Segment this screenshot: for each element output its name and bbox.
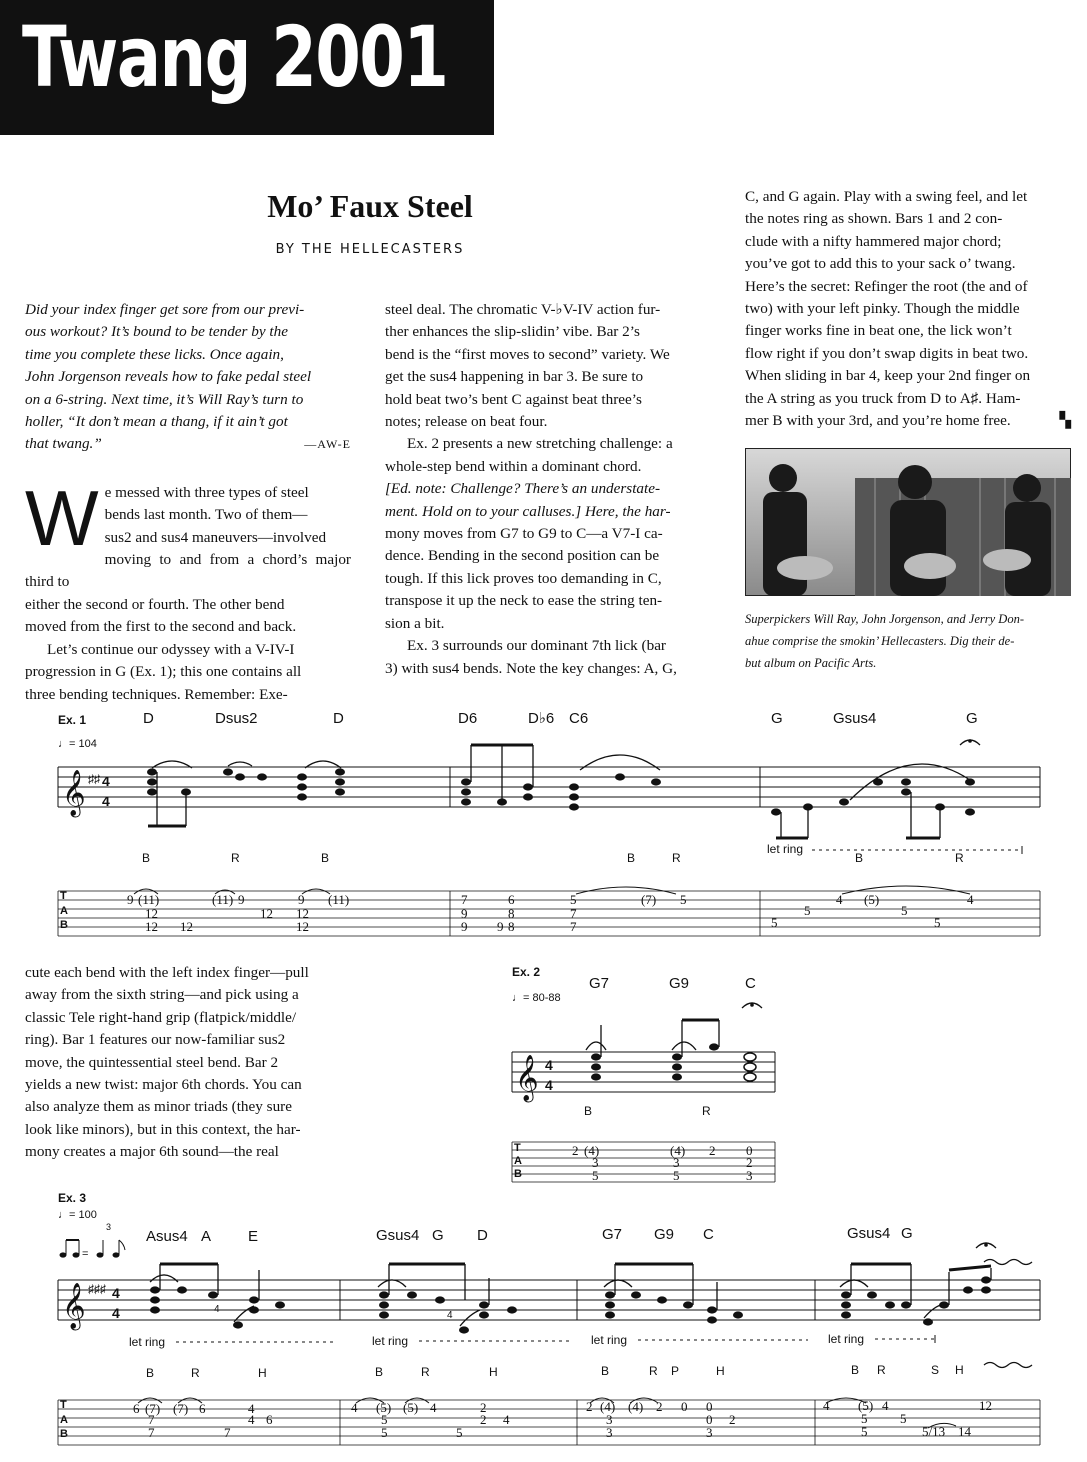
ex3-technique: S [931,1363,940,1377]
ex2-tab-staff [512,1142,775,1182]
ex3-technique: B [601,1364,610,1378]
tab-fret: 8 [508,919,515,934]
intro-line: Did your index finger get sore from our previ- [25,301,305,318]
tab-fret: 7 [224,1425,231,1440]
tab-fret: (4) [584,1143,600,1158]
swing-equals: = [82,1248,89,1260]
tab-fret: (5) [858,1398,874,1413]
tab-fret: 0 [706,1399,713,1414]
ex2-chord: G9 [669,975,690,992]
ex3-let-ring: let ring [129,1335,166,1349]
tab-fret: 5 [771,915,778,930]
ex3-chord: G [432,1227,444,1244]
caption-line: ahue comprise the smokin’ Hellecasters. Dig their de- [745,634,1015,648]
tab-letter: A [60,1414,68,1426]
byline: BY THE HELLECASTERS [275,242,465,257]
tab-letter: T [60,1399,67,1411]
tab-fret: 7 [570,919,577,934]
tab-fret: 3 [606,1425,613,1440]
tab-fret: 6 [508,892,515,907]
body-line: When sliding in bar 4, keep your 2nd finger on [745,367,1031,385]
ex3-tempo: ♩= 100 [58,1209,97,1221]
ex1-tab-staff [58,891,1040,936]
ex3-let-ring: let ring [372,1334,409,1348]
ex3-technique: H [258,1366,267,1380]
tab-fret: 5 [381,1425,388,1440]
ex3-chord: E [248,1228,259,1245]
tab-fret: 2 [729,1412,736,1427]
tab-fret: 4 [503,1412,510,1427]
body-line: Ex. 2 presents a new stretching challenge: a [407,435,673,453]
body-line: cute each bend with the left index finger—pull [25,964,309,981]
ex1-chord: G [966,710,978,727]
ex2-technique: R [702,1104,711,1118]
tab-fret: 12 [145,919,158,934]
ex3-technique: R [421,1365,430,1379]
tab-fret: (11) [212,892,234,907]
tab-fret: 2 [656,1399,663,1414]
tab-fret: 4 [430,1400,437,1415]
tab-fret: 4 [823,1398,830,1413]
tab-fret: 7 [461,892,468,907]
body-line: bends last month. Two of them— [104,506,308,524]
tab-fret: 3 [592,1155,599,1170]
ex1-chord: D♭6 [528,710,555,727]
tab-fret: 5 [381,1412,388,1427]
body-line: finger works fine in beat one, the lick won’t [745,322,1012,340]
tab-fret: 5 [901,903,908,918]
article-title: Mo’ Faux Steel [267,188,473,224]
tab-fret: 2 [746,1155,753,1170]
ex3-chord: G9 [654,1226,675,1243]
tab-fret: 3 [606,1412,613,1427]
body-line: ther enhances the slip-slidin’ vibe. Bar 2’s [385,323,640,341]
body-line: classic Tele right-hand grip (flatpick/middle/ [25,1008,297,1026]
tab-fret: 14 [958,1424,971,1439]
body-line: away from the sixth string—and pick using a [25,986,299,1004]
tab-fret: 5/13 [922,1424,946,1439]
body-line: dence. Bending in the second position can be [385,547,660,565]
tab-fret: 4 [248,1401,255,1416]
tab-fret: 6 [266,1412,273,1427]
tab-fret: 12 [296,919,309,934]
sharp-icon: ♯♯ [88,772,100,786]
tab-letter: A [60,905,68,917]
tab-fret: 5 [570,892,577,907]
ex3-let-ring: let ring [591,1333,628,1347]
ex2-chord: C [745,975,756,992]
svg-text:3: 3 [106,1222,112,1232]
body-line: yields a new twist: major 6th chords. You can [25,1076,302,1094]
tab-fret: 5 [861,1411,868,1426]
tab-fret: 5 [680,892,687,907]
ex1-time-bottom: 4 [102,793,110,809]
ex3-chord: G [901,1225,913,1242]
ex1-notes [147,768,975,815]
ex1-technique: B [142,851,151,865]
body-line: [Ed. note: Challenge? There’s an understate- [385,480,661,498]
ex1-chord: G [771,710,783,727]
tab-fret: 5 [673,1168,680,1183]
body-line: the A string as you truck from D to A♯. Ham- [745,389,1021,407]
tab-fret: (5) [864,892,880,907]
tab-fret: 8 [508,906,515,921]
tab-fret: (5) [376,1400,392,1415]
ex1-technique: R [231,851,240,865]
intro-line: on a 6-string. Next time, it’s Will Ray’s turn to [25,390,304,408]
intro-line: ous workout? It’s bound to be tender by the [25,323,288,341]
body-line: mony creates a major 6th sound—the real [25,1143,279,1161]
ex1-technique: R [672,851,681,865]
treble-clef-icon: 𝄞 [62,770,86,816]
body-line: two) with your left pinky. Though the middle [745,300,1020,318]
ex1-technique: R [955,851,964,865]
finger-mark: 4 [447,1310,453,1321]
ex1-label: Ex. 1 [58,713,87,727]
body-line: hold beat two’s bent C against beat three’s [385,390,642,408]
tab-fret: 5 [804,903,811,918]
tab-letter: T [514,1142,521,1154]
tab-fret: 9 [298,892,305,907]
ex3-technique: H [716,1364,725,1378]
ex3-chord: C [703,1226,714,1243]
ex3-chord: Asus4 [146,1228,188,1245]
tab-fret: 12 [145,906,158,921]
body-line: the notes ring as shown. Bars 1 and 2 con- [745,210,1003,228]
tab-fret: 0 [746,1143,753,1158]
caption-line: Superpickers Will Ray, John Jorgenson, and Jerry Don- [745,612,1024,626]
tab-fret: 3 [673,1155,680,1170]
ex1-staff [58,767,1040,807]
ex3-chord: Gsus4 [376,1227,420,1244]
tab-fret: 4 [967,892,974,907]
tab-fret: 12 [979,1398,992,1413]
ex3-time-bottom: 4 [112,1305,120,1321]
intro-line: holler, “It don’t mean a thang, if it ain’t got [25,413,288,431]
body-line: mer B with your 3rd, and you’re home free. [745,412,1011,430]
tab-fret: 2 [572,1143,579,1158]
body-line: bend is the “first moves to second” variety. We [385,345,670,363]
tab-fret: 9 [461,906,468,921]
body-line: move, the quintessential steel bend. Bar 2 [25,1053,279,1071]
ex1-chord: C6 [569,710,589,727]
ex1-technique: B [627,851,636,865]
body-line: either the second or fourth. The other bend [25,595,285,613]
tab-fret: 2 [709,1143,716,1158]
body-line: C, and G again. Play with a swing feel, and let [745,188,1028,205]
tab-fret: 7 [148,1412,155,1427]
tab-fret: (7) [641,892,657,907]
sharp-icon: ♯♯♯ [88,1282,106,1296]
ex1-technique: B [855,851,864,865]
ex1-time-top: 4 [102,773,110,789]
tab-fret: 0 [706,1412,713,1427]
tab-letter: B [60,919,68,931]
tab-fret: 7 [148,1425,155,1440]
ex2-technique: B [584,1104,593,1118]
ex1-chord: D [143,710,154,727]
intro-line: that twang.” [25,435,102,453]
body-line: ring). Bar 1 features our now-familiar sus2 [25,1031,286,1049]
intro-credit: —AW-E [304,437,351,452]
ex2-tempo: ♩= 80-88 [512,992,561,1004]
ex1-chord: Dsus2 [215,710,258,727]
tab-fret: (4) [600,1399,616,1414]
body-line: also analyze them as minor triads (they sure [25,1098,292,1116]
ex1-chord: D6 [458,710,478,727]
tab-fret: 9 [461,919,468,934]
tab-fret: 9 [127,892,134,907]
tab-fret: 12 [180,919,193,934]
ex1-chord: Gsus4 [833,710,877,727]
body-line: Here’s the secret: Refinger the root (the and of [745,277,1028,295]
ex3-let-ring: let ring [828,1332,865,1346]
body-line: Ex. 3 surrounds our dominant 7th lick (bar [407,637,666,655]
body-line: moved from the first to the second and back. [25,618,297,636]
ex3-technique: R [191,1366,200,1380]
tab-fret: 2 [480,1412,487,1427]
body-line: 3) with sus4 bends. Note the key changes: A, G, [385,659,677,677]
tab-letter: T [60,890,67,902]
tab-fret: 4 [882,1398,889,1413]
body-line: whole-step bend within a dominant chord. [385,457,642,475]
tab-fret: 4 [351,1400,358,1415]
ex2-time-bottom: 4 [545,1077,553,1093]
body-line: sus2 and sus4 maneuvers—involved [104,528,327,546]
ex3-chord: G7 [602,1226,623,1243]
finger-mark: 4 [214,1304,220,1315]
tab-letter: B [60,1428,68,1440]
ex1-tempo: ♩= 104 [58,738,97,750]
body-line: notes; release on beat four. [385,413,548,431]
ex2-label: Ex. 2 [512,965,541,979]
ex1-chord: D [333,710,344,727]
tab-fret: 9 [238,892,245,907]
tab-fret: (7) [145,1401,161,1416]
tab-fret: 4 [248,1412,255,1427]
tab-fret: (7) [173,1401,189,1416]
ex1-let-ring: let ring [767,842,804,856]
ex3-technique: H [955,1363,964,1377]
tab-fret: (11) [328,892,350,907]
vibrato-icon [984,1363,1032,1368]
ex3-technique: B [375,1365,384,1379]
intro-line: time you complete these licks. Once again, [25,345,284,363]
tab-fret: 4 [836,892,843,907]
treble-clef-icon: 𝄞 [515,1055,539,1101]
ex3-technique: B [851,1363,860,1377]
body-line: get the sus4 happening in bar 3. Be sure to [385,368,644,386]
tab-fret: 6 [133,1401,140,1416]
body-line: mony moves from G7 to G9 to C—a V7-I ca- [385,525,663,543]
tab-fret: 3 [746,1168,753,1183]
body-line: Let’s continue our odyssey with a V-IV-I [47,640,295,658]
ex3-technique: P [671,1364,680,1378]
ex2-time-top: 4 [545,1057,553,1073]
ex3-label: Ex. 3 [58,1191,87,1205]
tab-fret: 0 [681,1399,688,1414]
caption-line: but album on Pacific Arts. [745,656,877,670]
tab-fret: (4) [628,1399,644,1414]
body-line: progression in G (Ex. 1); this one contains all [25,663,302,681]
tab-fret: 5 [592,1168,599,1183]
ex3-technique: R [649,1364,658,1378]
ex2-chord: G7 [589,975,610,992]
body-line: tough. If this lick proves too demanding in C, [385,569,662,587]
tab-fret: 5 [934,915,941,930]
tab-letter: A [514,1155,522,1167]
tab-fret: 2 [480,1400,487,1415]
end-mark-icon: ▚ [1059,413,1071,430]
tab-letter: B [514,1168,522,1180]
tab-fret: (11) [138,892,160,907]
dropcap: W [25,473,99,562]
tab-fret: 3 [706,1425,713,1440]
body-line: e messed with three types of steel [104,483,309,501]
ex3-chord: Gsus4 [847,1225,891,1242]
page-title: Twang 2001 [22,8,448,106]
tab-fret: 7 [570,906,577,921]
body-line: clude with a nifty hammered major chord; [745,232,1002,250]
body-line: transpose it up the neck to ease the string ten- [385,592,663,610]
tab-fret: 12 [296,906,309,921]
tab-fret: 12 [260,906,273,921]
ex1-technique: B [321,851,330,865]
ex3-technique: B [146,1366,155,1380]
body-line: you’ve got to add this to your sack o’ twang. [745,255,1016,273]
treble-clef-icon: 𝄞 [62,1283,86,1329]
body-line: three bending techniques. Remember: Exe- [25,685,288,703]
body-line: moving to and from a chord’s major third to [25,551,351,591]
tab-fret: 2 [586,1399,593,1414]
ex3-chord: D [477,1227,488,1244]
ex3-chord: A [201,1228,212,1245]
tab-fret: 5 [456,1425,463,1440]
ex3-technique: H [489,1365,498,1379]
tab-fret: 6 [199,1401,206,1416]
tab-fret: (5) [403,1400,419,1415]
tab-fret: 5 [861,1424,868,1439]
tab-fret: 5 [900,1411,907,1426]
ex3-time-top: 4 [112,1285,120,1301]
body-line: flow right if you don’t swap digits in beat two. [745,344,1029,362]
tab-fret: 9 [497,919,504,934]
intro-line: John Jorgenson reveals how to fake pedal steel [25,368,312,386]
ex3-staff [58,1280,1040,1320]
body-line: ment. Hold on to your calluses.] Here, the har- [385,502,671,520]
body-line: steel deal. The chromatic V-♭V-IV action fur- [385,301,661,318]
tab-fret: (4) [670,1143,686,1158]
body-line: look like minors), but in this context, the har- [25,1120,301,1138]
ex3-technique: R [877,1363,886,1377]
body-line: sion a bit. [385,614,445,632]
